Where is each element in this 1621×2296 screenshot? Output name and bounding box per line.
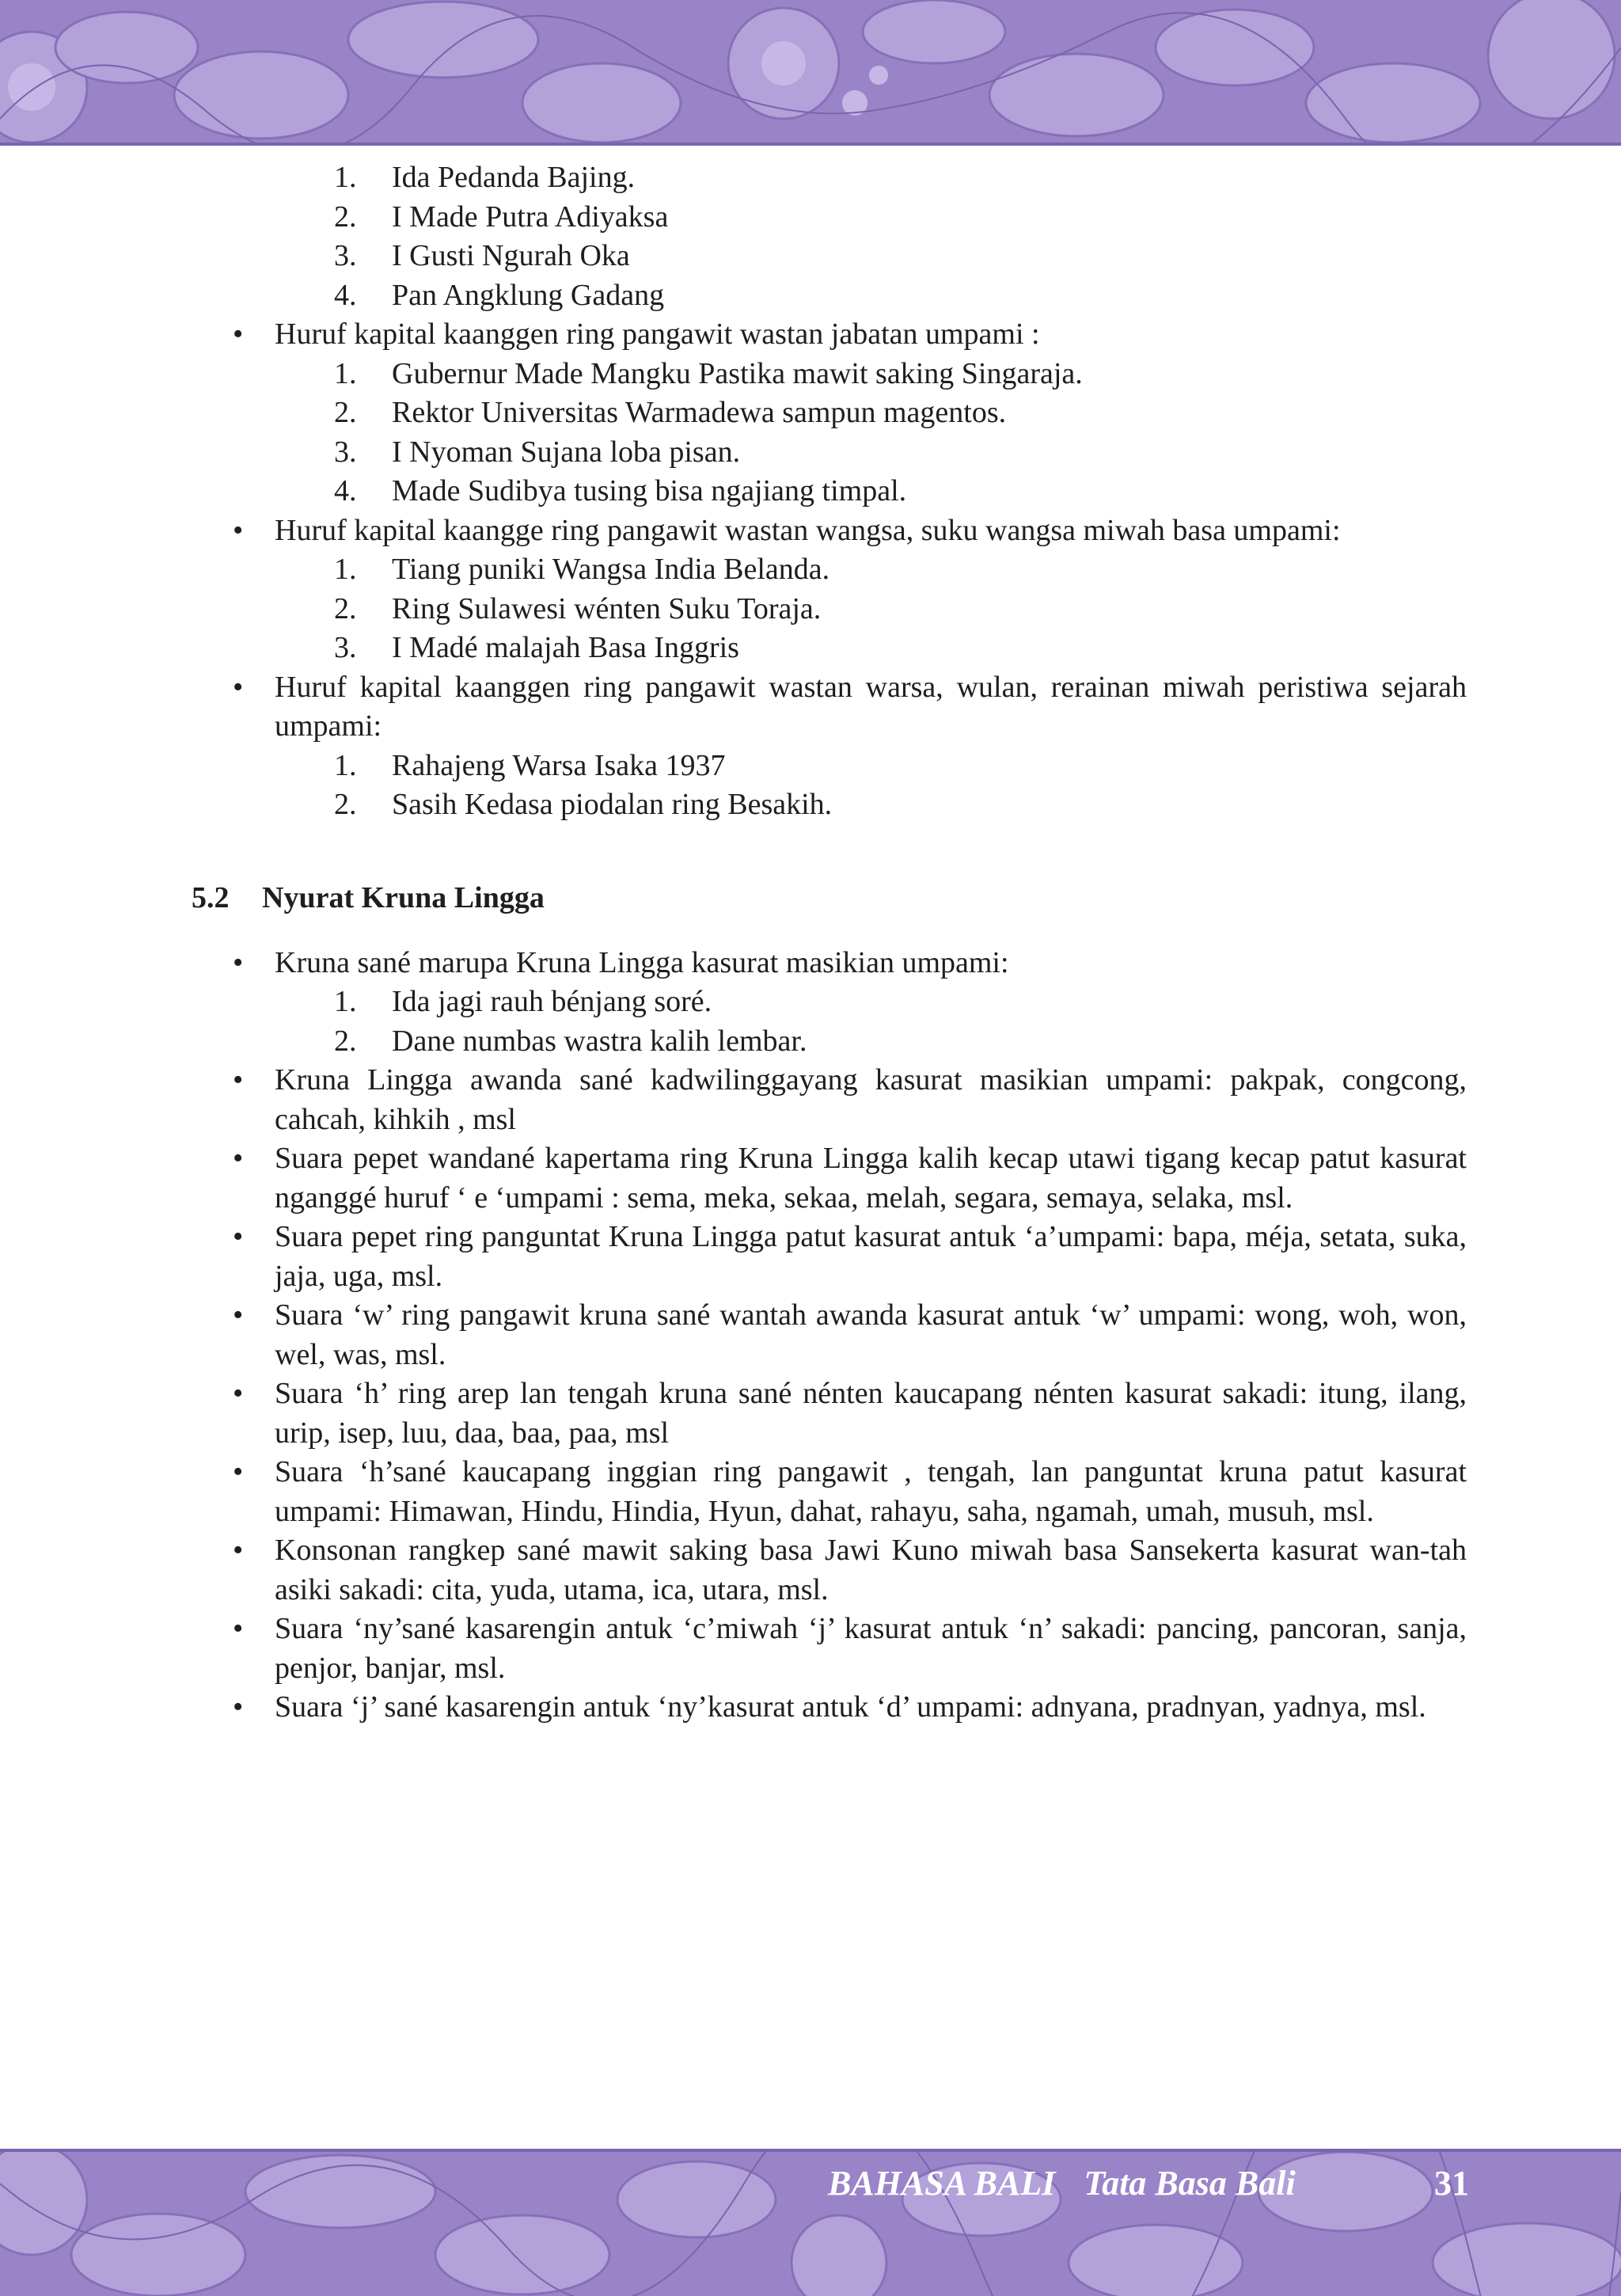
section-title: Nyurat Kruna Lingga — [262, 880, 545, 914]
list-item: 1. Rahajeng Warsa Isaka 1937 — [334, 748, 726, 782]
page-content — [0, 158, 1621, 1728]
bullet-icon: • — [233, 317, 244, 351]
bullet-item: • Huruf kapital kaanggen ring pangawit wastan jabatan umpami : — [0, 315, 1621, 355]
bullet-icon: • — [233, 1377, 244, 1410]
numbered-list — [0, 158, 1621, 315]
bullet-icon: • — [233, 945, 244, 979]
bullet-item: • Suara ‘ny’sané kasarengin antuk ‘c’miwah ‘j’ kasurat antuk ‘n’ sakadi: pancing, pancoran, sanja, penjor, banjar, msl. — [0, 1610, 1621, 1688]
bullet-icon: • — [233, 1220, 244, 1253]
bullet-item: • Suara ‘h’sané kaucapang inggian ring pangawit , tengah, lan panguntat kruna patut kasurat umpami: Himawan, Hindu, Hindia, Hyun, dahat, rahayu, saha, ngamah, umah, musuh, msl. — [0, 1453, 1621, 1531]
list-item: 1. Ida Pedanda Bajing. — [334, 161, 636, 194]
list-item: 4. Made Sudibya tusing bisa ngajiang timpal. — [334, 474, 907, 507]
bullet-icon: • — [233, 1612, 244, 1645]
bullet-item: • Suara ‘j’ sané kasarengin antuk ‘ny’kasurat antuk ‘d’ umpami: adnyana, pradnyan, yadnya, msl. — [0, 1688, 1621, 1728]
list-item: 1. Gubernur Made Mangku Pastika mawit saking Singaraja. — [334, 356, 1083, 390]
bullet-item: • Suara ‘h’ ring arep lan tengah kruna sané nénten kaucapang nénten kasurat sakadi: itung, ilang, urip, isep, luu, daa, baa, paa, msl — [0, 1374, 1621, 1453]
footer-ornament-band — [0, 2149, 1621, 2296]
bullet-item: • Huruf kapital kaangge ring pangawit wastan wangsa, suku wangsa miwah basa umpami: — [0, 511, 1621, 551]
section-heading — [0, 879, 1621, 926]
page-number: 31 — [1434, 2164, 1469, 2203]
list-item: 2. Ring Sulawesi wénten Suku Toraja. — [334, 591, 822, 625]
list-item: 2. Rektor Universitas Warmadewa sampun magentos. — [334, 396, 1007, 429]
bullet-icon: • — [233, 1690, 244, 1724]
footer-book-subtitle: Tata Basa Bali — [1084, 2164, 1296, 2203]
list-item: 4. Pan Angklung Gadang — [334, 278, 665, 312]
bullet-item: • Suara pepet wandané kapertama ring Kruna Lingga kalih kecap utawi tigang kecap patut kasurat nganggé huruf ‘ e ‘umpami : sema, meka, sekaa, melah, segara, semaya, selaka, msl. — [0, 1139, 1621, 1218]
bullet-item: • Kruna sané marupa Kruna Lingga kasurat masikian umpami: — [0, 944, 1621, 983]
section-number: 5.2 — [192, 880, 230, 914]
footer-book-title — [828, 2163, 1296, 2203]
bullet-icon: • — [233, 1298, 244, 1332]
list-item: 3. I Nyoman Sujana loba pisan. — [334, 435, 741, 469]
list-item: 2. Dane numbas wastra kalih lembar. — [334, 1024, 807, 1058]
list-item: 2. Sasih Kedasa piodalan ring Besakih. — [334, 788, 833, 821]
list-item: 3. I Gusti Ngurah Oka — [334, 239, 630, 272]
bullet-item: • Huruf kapital kaanggen ring pangawit wastan warsa, wulan, rerainan miwah peristiwa sejarah umpami: — [0, 668, 1621, 747]
bullet-item: • Konsonan rangkep sané mawit saking basa Jawi Kuno miwah basa Sansekerta kasurat wan-tah asiki sakadi: cita, yuda, utama, ica, utara, msl. — [0, 1531, 1621, 1610]
bullet-icon: • — [233, 1534, 244, 1567]
header-ornament-band — [0, 0, 1621, 146]
list-item: 2. I Made Putra Adiyaksa — [334, 200, 669, 234]
bullet-icon: • — [233, 1455, 244, 1488]
list-item: 1. Tiang puniki Wangsa India Belanda. — [334, 553, 830, 586]
bullet-icon: • — [233, 1142, 244, 1175]
bullet-item: • Suara pepet ring panguntat Kruna Lingga patut kasurat antuk ‘a’umpami: bapa, méja, setata, suka, jaja, uga, msl. — [0, 1218, 1621, 1296]
footer-book-name: BAHASA BALI — [828, 2164, 1056, 2203]
list-item: 1. Ida jagi rauh bénjang soré. — [334, 985, 712, 1018]
floral-ornament-icon — [0, 0, 1621, 143]
bullet-icon: • — [233, 513, 244, 547]
floral-ornament-icon — [0, 2152, 1621, 2296]
bullet-item: • Kruna Lingga awanda sané kadwilinggayang kasurat masikian umpami: pakpak, congcong, cahcah, kihkih , msl — [0, 1061, 1621, 1139]
bullet-item: • Suara ‘w’ ring pangawit kruna sané wantah awanda kasurat antuk ‘w’ umpami: wong, woh, won, wel, was, msl. — [0, 1296, 1621, 1374]
list-item: 3. I Madé malajah Basa Inggris — [334, 631, 739, 664]
bullet-icon: • — [233, 670, 244, 704]
bullet-icon: • — [233, 1063, 244, 1097]
